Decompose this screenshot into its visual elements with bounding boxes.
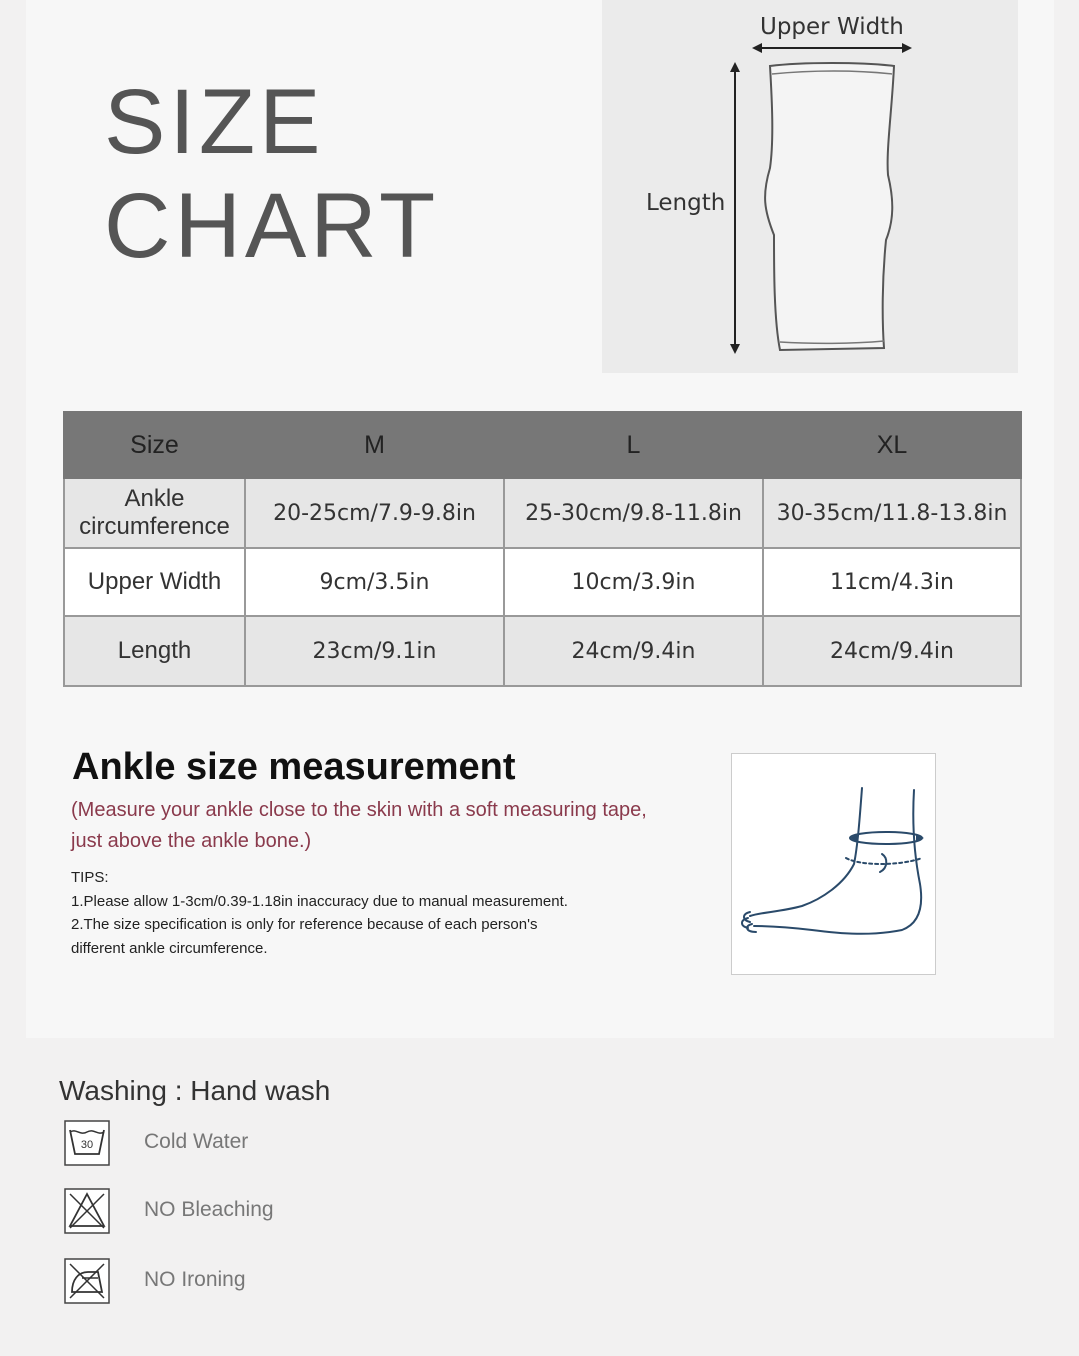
table-cell: 11cm/4.3in: [763, 548, 1021, 616]
note-line: (Measure your ankle close to the skin with a soft measuring tape,: [71, 799, 647, 821]
care-item-no-bleaching: [64, 1188, 464, 1234]
table-cell: 23cm/9.1in: [245, 616, 504, 686]
upper-width-label: Upper Width: [760, 14, 904, 40]
washing-instructions: [59, 1075, 330, 1107]
row-label-upper-width: Upper Width: [64, 548, 245, 616]
tips-label: TIPS:: [71, 869, 109, 886]
table-cell: 30-35cm/11.8-13.8in: [763, 478, 1021, 548]
wash-temp: 30: [80, 1139, 94, 1151]
title-chart: CHART: [104, 175, 440, 277]
row-label-ankle-line1: Ankle: [124, 485, 185, 513]
title-size: SIZE: [104, 71, 325, 173]
tip-2-line2: different ankle circumference.: [71, 939, 268, 957]
length-label: Length: [646, 190, 726, 216]
note-line: just above the ankle bone.): [71, 830, 312, 852]
table-cell: 20-25cm/7.9-9.8in: [245, 478, 504, 548]
table-row: [64, 616, 1021, 686]
row-label-length: Length: [64, 616, 245, 686]
table-header-row: [64, 412, 1021, 478]
header-l: L: [504, 412, 763, 478]
ankle-measurement-title: Ankle size measurement: [72, 746, 516, 788]
table-cell: 10cm/3.9in: [504, 548, 763, 616]
care-item-no-ironing: [64, 1258, 464, 1304]
tip-1: 1.Please allow 1-3cm/0.39-1.18in inaccuracy due to manual measurement.: [71, 892, 568, 910]
table-row: [64, 548, 1021, 616]
size-table: [63, 411, 1022, 687]
care-label: NO Bleaching: [144, 1198, 274, 1221]
no-iron-icon: [64, 1258, 110, 1304]
care-item-cold-water: [64, 1120, 464, 1166]
header-xl: XL: [763, 412, 1021, 478]
table-cell: 25-30cm/9.8-11.8in: [504, 478, 763, 548]
tips-block: [71, 866, 671, 960]
ankle-measurement-note: [71, 795, 711, 857]
sleeve-illustration: [602, 0, 1018, 373]
washing-separator: :: [174, 1075, 183, 1106]
washing-label: Washing: [59, 1075, 167, 1106]
washing-value: Hand wash: [190, 1075, 331, 1106]
tip-2-line1: 2.The size specification is only for reference because of each person's: [71, 916, 538, 933]
header-m: M: [245, 412, 504, 478]
ankle-illustration: [731, 753, 936, 975]
no-bleach-icon: [64, 1188, 110, 1234]
row-label-ankle-line2: circumference: [79, 513, 230, 540]
row-label-ankle: [64, 478, 245, 548]
table-cell: 9cm/3.5in: [245, 548, 504, 616]
care-label: NO Ironing: [144, 1268, 246, 1291]
table-cell: 24cm/9.4in: [504, 616, 763, 686]
foot-measure-icon: [732, 754, 935, 974]
table-row: [64, 478, 1021, 548]
header-size: Size: [64, 412, 245, 478]
table-cell: 24cm/9.4in: [763, 616, 1021, 686]
care-label: Cold Water: [144, 1130, 249, 1153]
wash-30-icon: [64, 1120, 110, 1166]
sleeve-diagram: [602, 0, 1018, 373]
